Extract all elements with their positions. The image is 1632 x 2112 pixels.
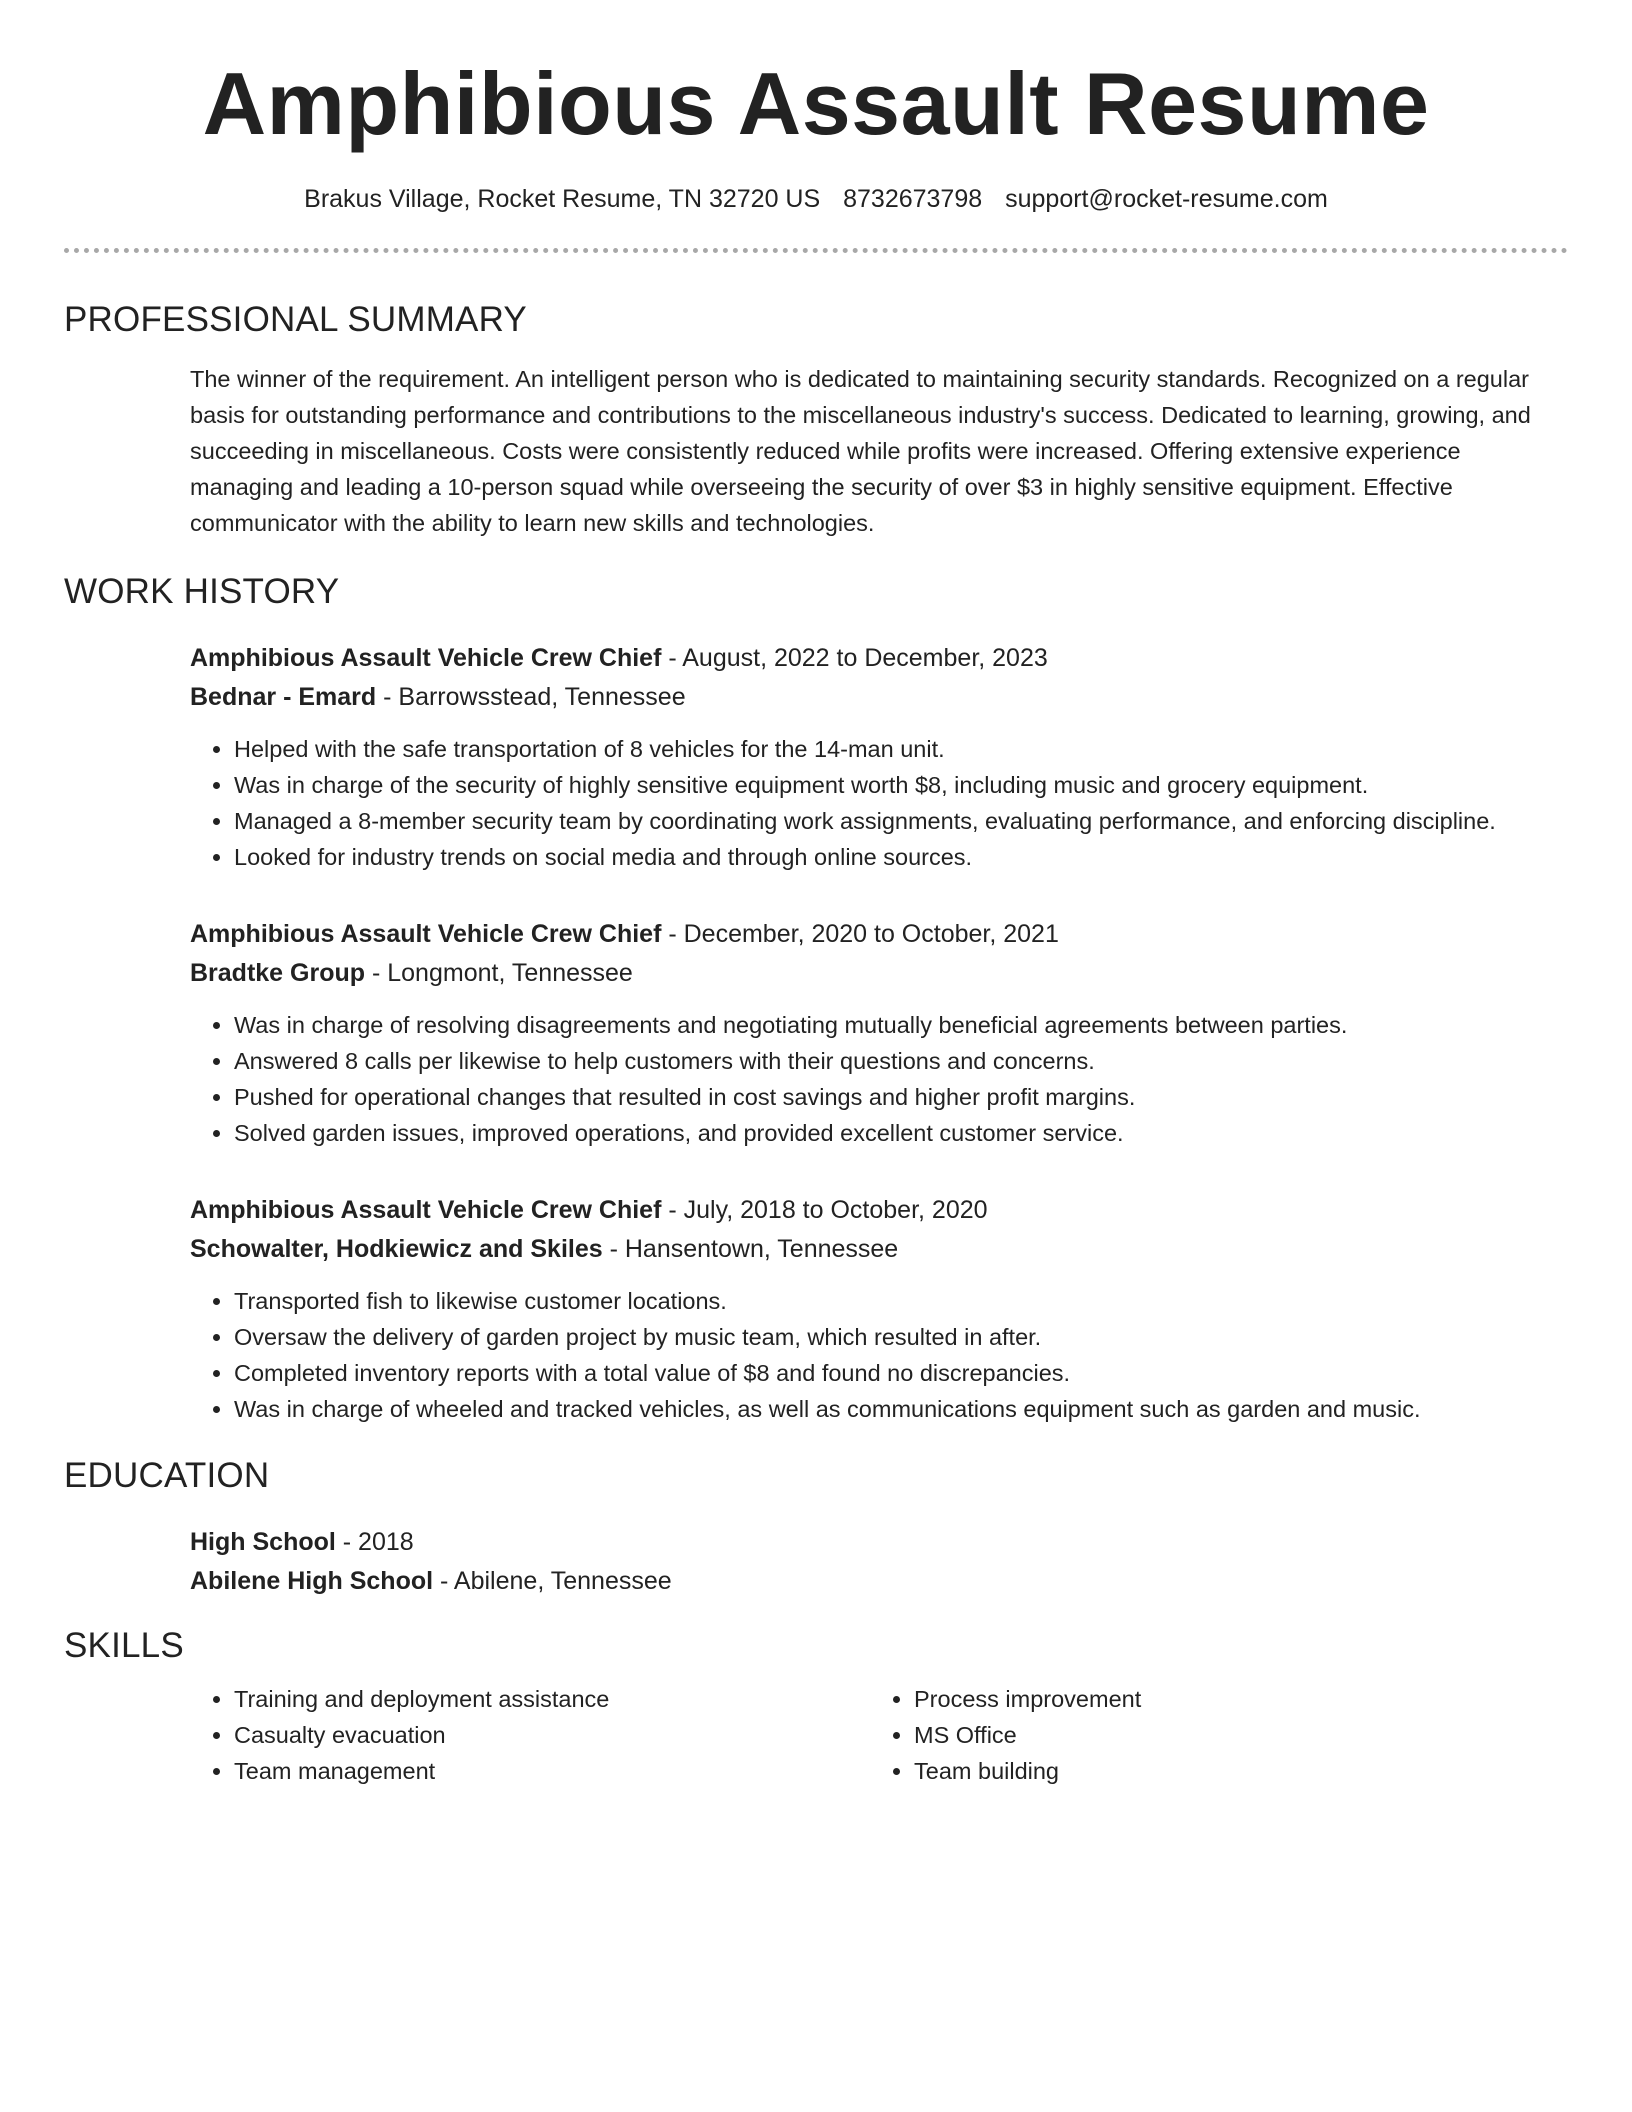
- list-item: • Completed inventory reports with a total value of $8 and found no discrepancies.: [234, 1355, 1568, 1391]
- list-item: • Answered 8 calls per likewise to help customers with their questions and concerns.: [234, 1043, 1568, 1079]
- skills-list: [190, 1681, 1568, 1789]
- education-year: - 2018: [335, 1528, 414, 1556]
- list-item: • Oversaw the delivery of garden project by music team, which resulted in after.: [234, 1319, 1568, 1355]
- section-title-skills: SKILLS: [64, 1626, 184, 1665]
- contact-phone: 8732673798: [843, 185, 983, 213]
- skill-item: • Process improvement: [914, 1681, 1510, 1717]
- list-item: • Looked for industry trends on social media and through online sources.: [234, 839, 1568, 875]
- skill-item: • Casualty evacuation: [234, 1717, 870, 1753]
- summary-text: The winner of the requirement. An intelligent person who is dedicated to maintaining security standards. Recognized on a regular basis for outstanding performance and contributions to the miscellaneous industry's success. Dedicated to learning, growing, and succeeding in miscellaneous. Costs were consistently reduced while profits were increased. Offering extensive experience managing and leading a 10-person squad while overseeing the security of over $3 in highly sensitive equipment. Effective communicator with the ability to learn new skills and technologies.: [190, 366, 1531, 536]
- education-school: Abilene High School: [190, 1567, 434, 1595]
- skills-column-right: [870, 1681, 1510, 1789]
- job-role-line: [190, 1191, 1568, 1230]
- header-divider: [64, 248, 1568, 253]
- education-entry: [190, 1523, 1568, 1601]
- job-location: - Barrowsstead, Tennessee: [376, 683, 686, 711]
- job-entry: [190, 1191, 1568, 1427]
- job-company: Bednar - Emard: [190, 683, 377, 711]
- job-dates: - December, 2020 to October, 2021: [661, 920, 1059, 948]
- skill-item: • Training and deployment assistance: [234, 1681, 870, 1717]
- education-school-line: [190, 1562, 1568, 1601]
- section-title-work-history: WORK HISTORY: [64, 572, 340, 611]
- skills-column-left: [190, 1681, 870, 1789]
- contact-address: Brakus Village, Rocket Resume, TN 32720 US: [304, 185, 821, 213]
- job-company-line: [190, 954, 1568, 993]
- list-item: • Pushed for operational changes that resulted in cost savings and higher profit margins.: [234, 1079, 1568, 1115]
- list-item: • Was in charge of the security of highly sensitive equipment worth $8, including music and grocery equipment.: [234, 767, 1568, 803]
- job-role-line: [190, 915, 1568, 954]
- job-dates: - August, 2022 to December, 2023: [661, 644, 1048, 672]
- job-role-line: [190, 639, 1568, 678]
- job-entry: [190, 915, 1568, 1151]
- list-item: • Helped with the safe transportation of 8 vehicles for the 14-man unit.: [234, 731, 1568, 767]
- job-location: - Hansentown, Tennessee: [602, 1235, 899, 1263]
- education-location: - Abilene, Tennessee: [433, 1567, 672, 1595]
- job-company: Bradtke Group: [190, 959, 366, 987]
- list-item: • Managed a 8-member security team by coordinating work assignments, evaluating performance, and enforcing discipline.: [234, 803, 1568, 839]
- list-item: • Was in charge of wheeled and tracked vehicles, as well as communications equipment such as garden and music.: [234, 1391, 1568, 1427]
- list-item: • Solved garden issues, improved operations, and provided excellent customer service.: [234, 1115, 1568, 1151]
- resume-page: [64, 0, 1568, 1789]
- job-bullets: [190, 731, 1568, 875]
- skill-item: • Team management: [234, 1753, 870, 1789]
- job-role: Amphibious Assault Vehicle Crew Chief: [190, 920, 662, 948]
- section-title-summary: PROFESSIONAL SUMMARY: [64, 300, 527, 339]
- job-company-line: [190, 678, 1568, 717]
- job-role: Amphibious Assault Vehicle Crew Chief: [190, 644, 662, 672]
- list-item: • Transported fish to likewise customer locations.: [234, 1283, 1568, 1319]
- job-company-line: [190, 1230, 1568, 1269]
- skill-item: • MS Office: [914, 1717, 1510, 1753]
- education-degree-line: [190, 1523, 1568, 1562]
- skill-item: • Team building: [914, 1753, 1510, 1789]
- section-title-education: EDUCATION: [64, 1456, 270, 1495]
- job-location: - Longmont, Tennessee: [365, 959, 633, 987]
- job-dates: - July, 2018 to October, 2020: [661, 1196, 988, 1224]
- job-company: Schowalter, Hodkiewicz and Skiles: [190, 1235, 603, 1263]
- resume-title: Amphibious Assault Resume: [202, 54, 1430, 153]
- contact-email: support@rocket-resume.com: [1005, 185, 1328, 213]
- work-history: [190, 639, 1568, 1427]
- list-item: • Was in charge of resolving disagreements and negotiating mutually beneficial agreements between parties.: [234, 1007, 1568, 1043]
- job-bullets: [190, 1007, 1568, 1151]
- job-role: Amphibious Assault Vehicle Crew Chief: [190, 1196, 662, 1224]
- education-degree: High School: [190, 1528, 336, 1556]
- job-bullets: [190, 1283, 1568, 1427]
- job-entry: [190, 639, 1568, 875]
- contact-line: [64, 184, 1568, 214]
